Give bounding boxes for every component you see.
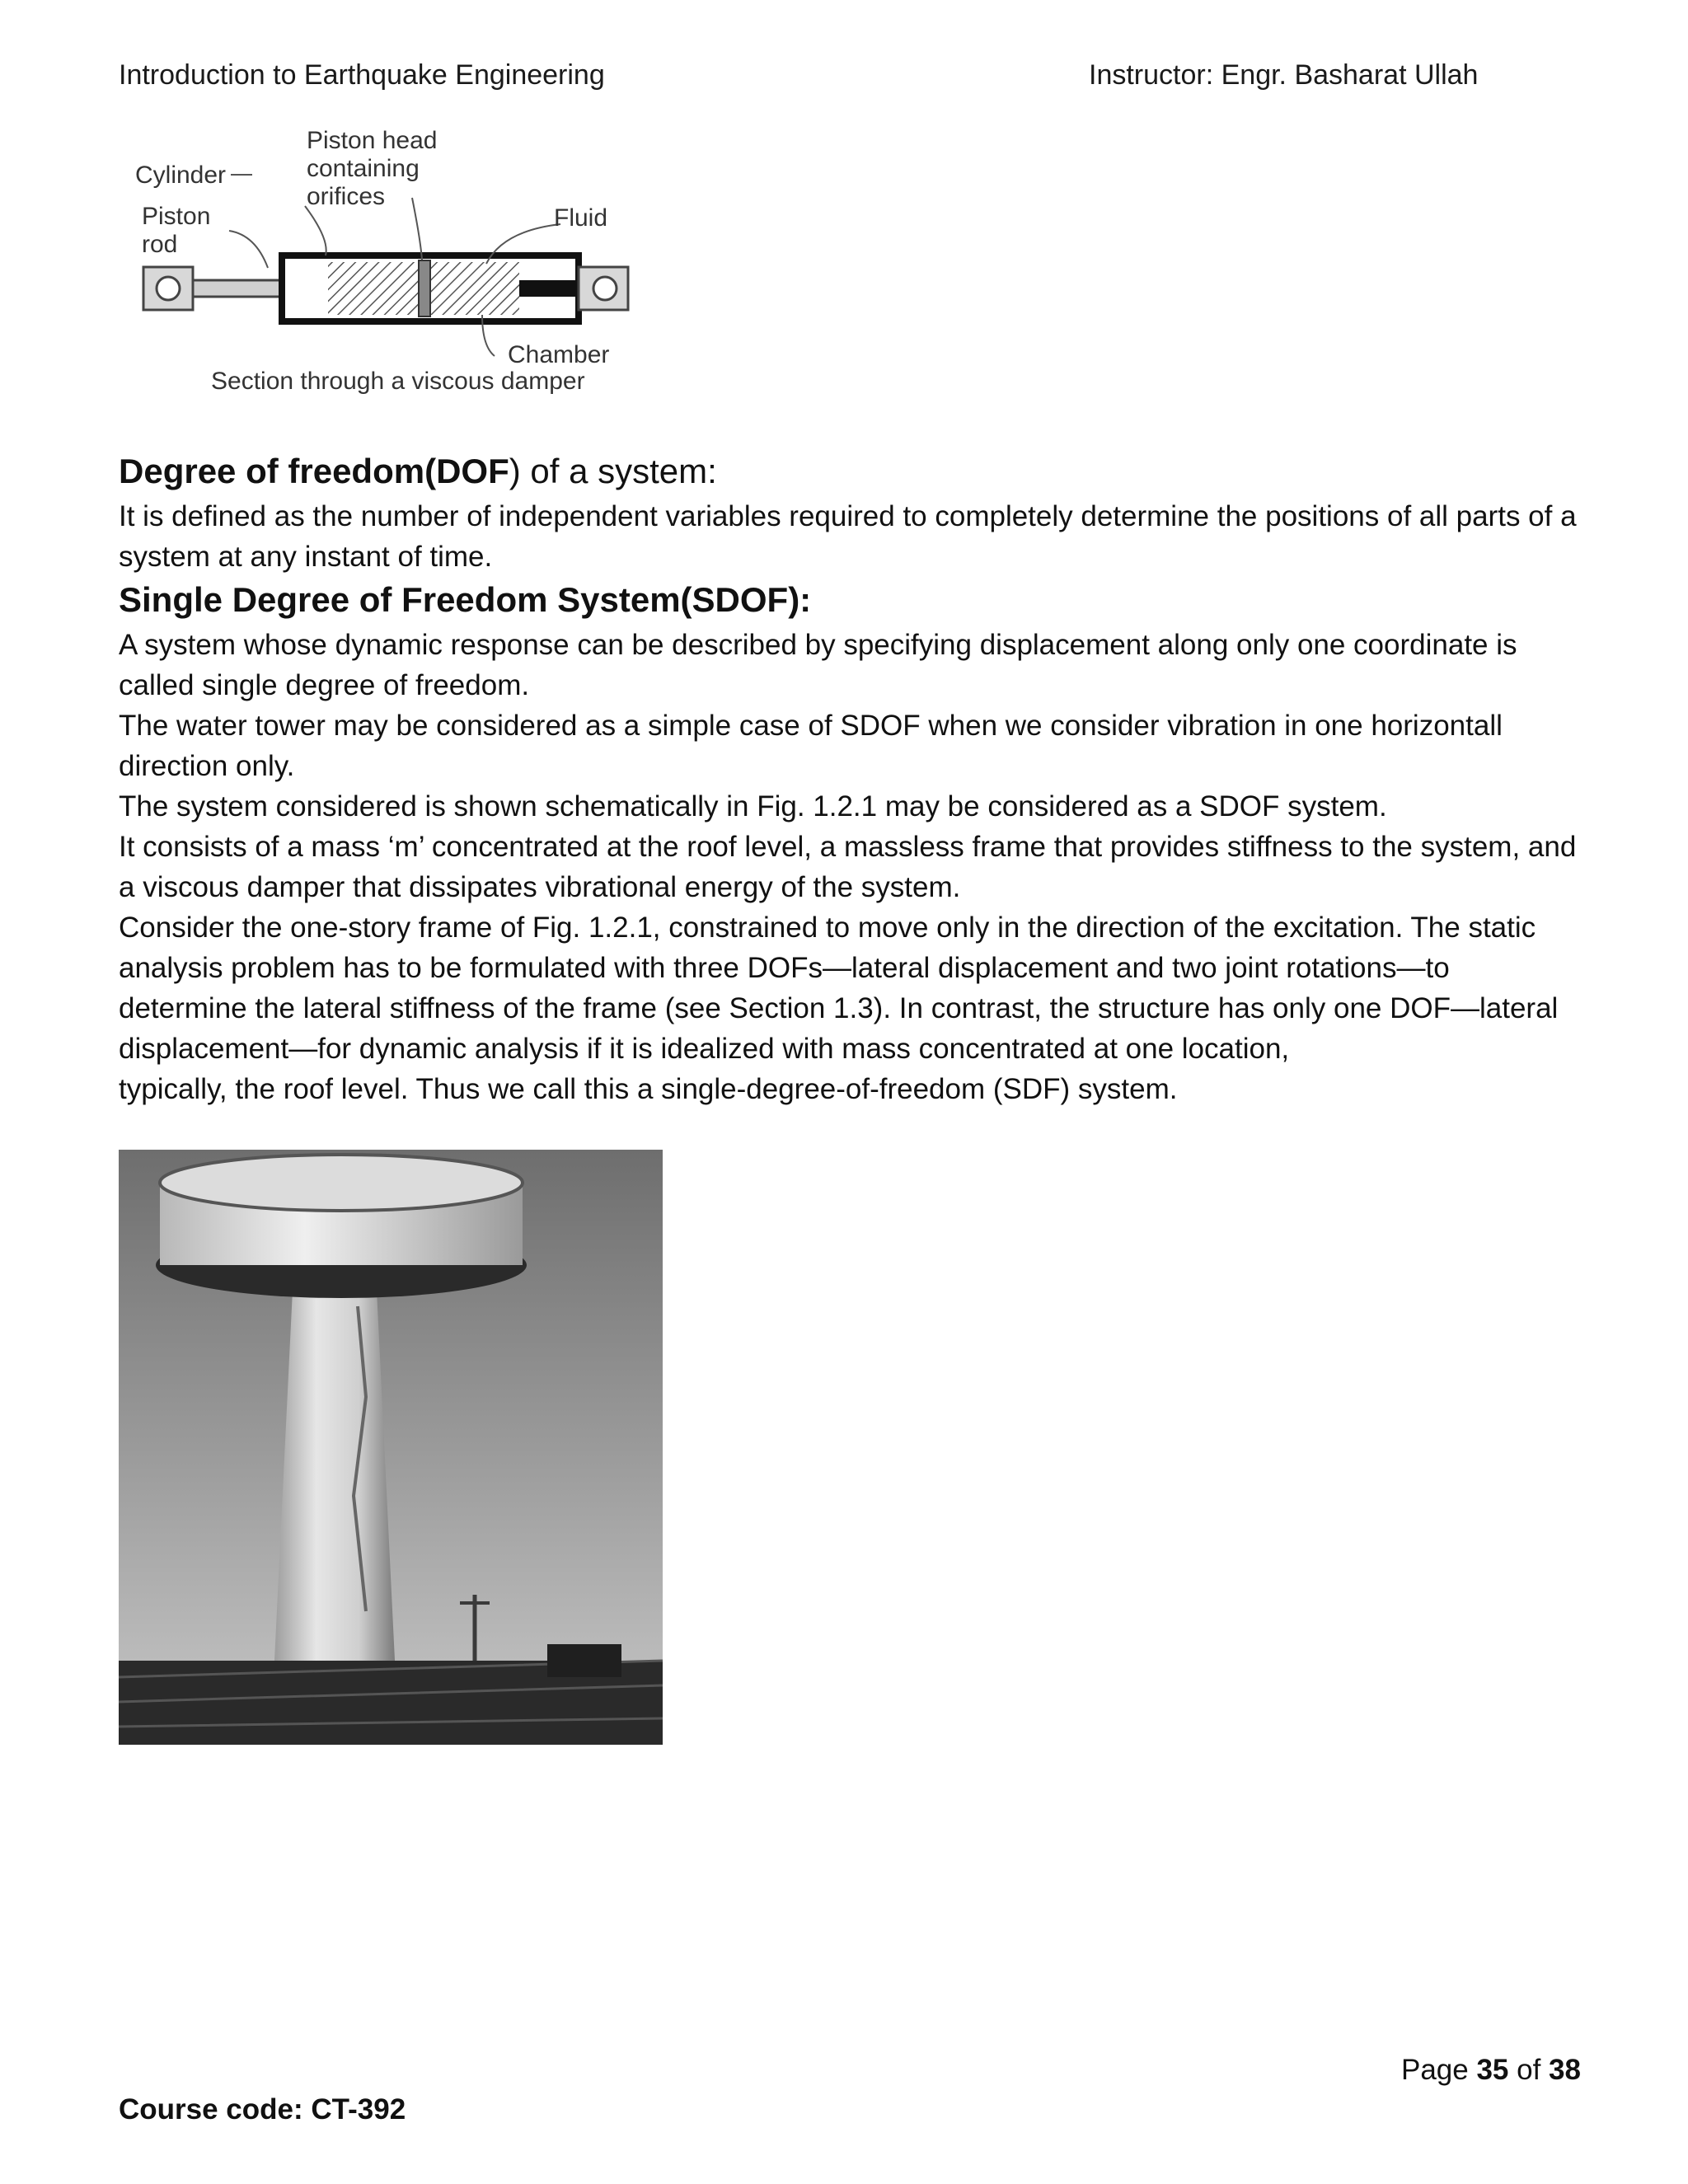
sdof-paragraph: A system whose dynamic response can be described by specifying displacement along only one coordinate is called single degree of freedom. xyxy=(119,629,1517,701)
course-code: Course code: CT-392 xyxy=(119,2093,406,2125)
page-middle: of xyxy=(1508,2054,1550,2086)
page-total: 38 xyxy=(1549,2054,1581,2086)
label-piston-head-3: orifices xyxy=(307,183,386,210)
sdof-paragraph: The water tower may be considered as a simple case of SDOF when we consider vibration in one horizontall direction only. xyxy=(119,710,1503,782)
dof-heading xyxy=(119,452,717,491)
figure-caption: Section through a viscous damper xyxy=(211,368,585,395)
label-cylinder: Cylinder xyxy=(135,162,227,189)
label-piston-rod-2: rod xyxy=(142,231,178,258)
sdof-paragraph: The system considered is shown schematically in Fig. 1.2.1 may be considered as a SDOF system. xyxy=(119,790,1387,823)
dof-definition xyxy=(119,496,1586,577)
label-chamber: Chamber xyxy=(508,341,610,368)
sdof-paragraph: It consists of a mass ‘m’ concentrated at the roof level, a massless frame that provides stiffness to the system, and a viscous damper that dissipates vibrational energy of the system. xyxy=(119,831,1577,903)
sdof-heading: Single Degree of Freedom System(SDOF): xyxy=(119,580,812,619)
sdof-paragraph: typically, the roof level. Thus we call this a single-degree-of-freedom (SDF) system. xyxy=(119,1073,1178,1105)
page-number xyxy=(1401,2054,1581,2087)
document-header-title: Introduction to Earthquake Engineering xyxy=(119,59,605,91)
document-header-instructor: Instructor: Engr. Basharat Ullah xyxy=(1089,59,1479,91)
page-prefix: Page xyxy=(1401,2054,1477,2086)
page-current: 35 xyxy=(1476,2054,1509,2086)
sdof-paragraph: Consider the one-story frame of Fig. 1.2.1, constrained to move only in the direction of the excitation. The static analysis problem has to be formulated with three DOFs—lateral displacement and two joint rotations—to determine the lateral stiffness of the frame (see Section 1.3). In contrast, the structure has only one DOF—lateral displacement—for dynamic analysis if it is idealized with mass concentrated at one location, xyxy=(119,912,1559,1065)
dof-heading-rest: ) of a system: xyxy=(509,452,717,490)
label-piston-rod-1: Piston xyxy=(142,203,211,230)
viscous-damper-figure xyxy=(132,124,659,404)
label-piston-head-2: containing xyxy=(307,155,420,182)
water-tower-photo xyxy=(119,1150,663,1745)
sdof-body xyxy=(119,625,1586,1109)
label-piston-head-1: Piston head xyxy=(307,127,438,154)
dof-heading-bold: Degree of freedom(DOF xyxy=(119,452,509,490)
dof-definition-text: It is defined as the number of independent variables required to completely determine the positions of all parts of a system at any instant of time. xyxy=(119,500,1577,573)
label-fluid: Fluid xyxy=(554,204,608,232)
